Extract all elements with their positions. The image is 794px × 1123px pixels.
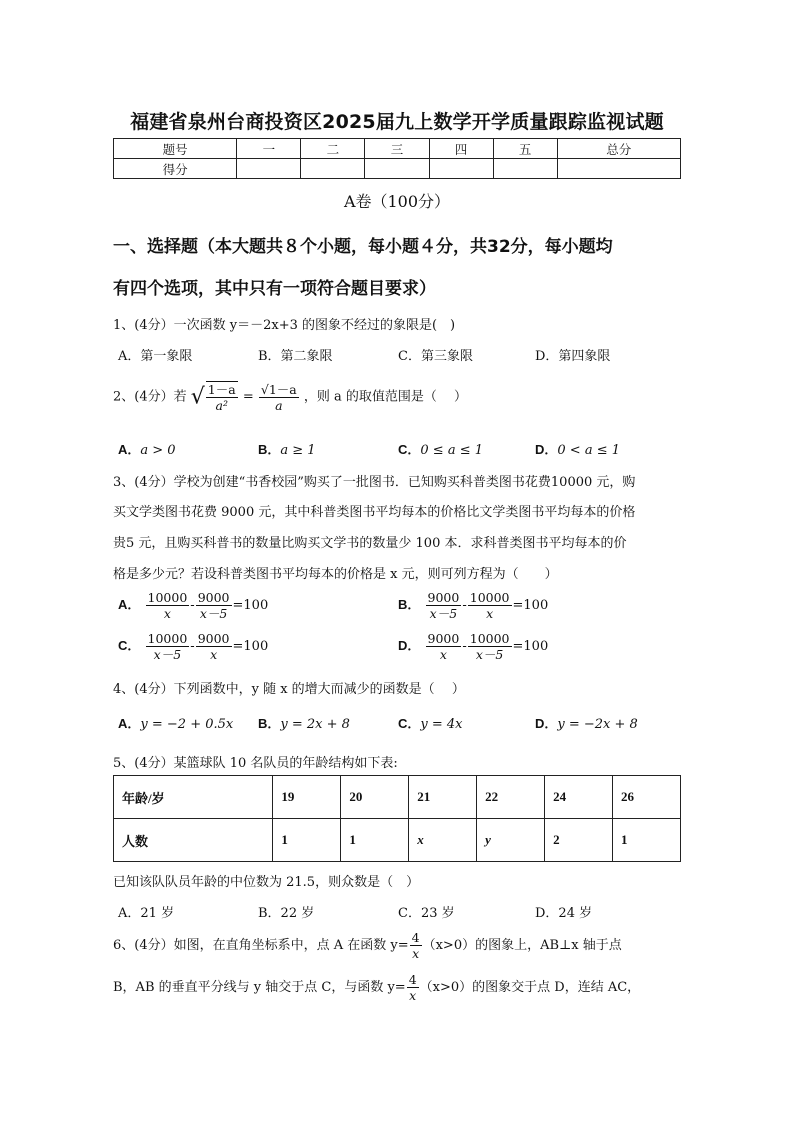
- q2-fraction-2: [259, 382, 299, 413]
- count-cell: 人数: [114, 819, 273, 862]
- q4-option-d: D．y = −2x + 8: [535, 716, 638, 732]
- question-6-line-2: B，AB 的垂直平分线与 y 轴交于点 C，与函数 y= $\frac{4}{x}$ （x>0）的图象交于点 D，连结 AC，: [113, 972, 641, 1003]
- q1-option-d: D．第四象限: [535, 349, 611, 364]
- age-cell: 26: [613, 776, 681, 819]
- score-cell: 二: [301, 139, 365, 159]
- age-cell: 20: [341, 776, 409, 819]
- count-cell: 1: [273, 819, 341, 862]
- count-cell: y: [477, 819, 545, 862]
- page-title: 福建省泉州台商投资区2025届九上数学开学质量跟踪监视试题: [130, 111, 664, 133]
- q2-option-d: D．0 < a ≤ 1: [535, 442, 620, 458]
- q5-option-a: A．21 岁: [118, 906, 175, 921]
- score-header-row: [114, 139, 681, 159]
- age-table: [113, 775, 681, 862]
- q2-option-b: B．a ≥ 1: [258, 442, 316, 458]
- q5-option-b: B．22 岁: [258, 906, 315, 921]
- age-cell: 19: [273, 776, 341, 819]
- radical-icon: √: [190, 384, 205, 410]
- score-value-row: [114, 159, 681, 179]
- score-cell: 四: [429, 139, 493, 159]
- q1-option-a: A．第一象限: [118, 349, 193, 364]
- score-blank: [365, 159, 429, 179]
- q4-option-a: A．y = −2 + 0.5x: [118, 716, 234, 732]
- score-label: 得分: [114, 159, 237, 179]
- age-cell: 21: [409, 776, 477, 819]
- question-3-line-3: 贵5 元，且购买科普书的数量比购买文学书的数量少 100 本．求科普类图书平均每本的价: [113, 536, 627, 551]
- q5-option-c: C．23 岁: [398, 906, 455, 921]
- q3-option-b: B． $\frac{9000}{x-5}$ - $\frac{10000}{x}$ =100: [398, 590, 549, 621]
- score-blank: [557, 159, 680, 179]
- question-3-line-1: 3、(4分）学校为创建“书香校园”购买了一批图书．已知购买科普类图书花费10000 元，购: [113, 475, 636, 490]
- count-row: [114, 819, 681, 862]
- question-5: 5、(4分）某篮球队 10 名队员的年龄结构如下表:: [113, 756, 398, 771]
- q4-option-c: C．y = 4x: [398, 716, 463, 732]
- q3-option-a: A． $\frac{10000}{x}$ - $\frac{9000}{x-5}$ =100: [118, 590, 269, 621]
- q3-option-d: D． $\frac{9000}{x}$ - $\frac{10000}{x-5}$ =100: [398, 631, 549, 662]
- q1-option-b: B．第二象限: [258, 349, 333, 364]
- count-cell: 1: [613, 819, 681, 862]
- score-cell: 五: [493, 139, 557, 159]
- age-header-row: [114, 776, 681, 819]
- score-cell: 三: [365, 139, 429, 159]
- question-6-line-1: 6、(4分）如图，在直角坐标系中，点 A 在函数 y= $\frac{4}{x}$ （x>0）的图象上，AB⊥x 轴于点: [113, 930, 622, 961]
- count-cell: x: [409, 819, 477, 862]
- question-1: 1、(4分）一次函数 y＝－2x+3 的图象不经过的象限是( ): [113, 318, 456, 333]
- score-blank: [237, 159, 301, 179]
- q2-den2: a: [275, 397, 283, 413]
- score-blank: [493, 159, 557, 179]
- q2-suffix: ，则 a 的取值范围是（ ）: [303, 389, 468, 405]
- section-heading-line2: 有四个选项，其中只有一项符合题目要求）: [113, 279, 436, 299]
- question-3-line-2: 买文学类图书花费 9000 元，其中科普类图书平均每本的价格比文学类图书平均每本的价格: [113, 505, 636, 520]
- score-blank: [429, 159, 493, 179]
- score-cell: 一: [237, 139, 301, 159]
- q3-option-c: C． $\frac{10000}{x-5}$ - $\frac{9000}{x}$ =100: [118, 631, 269, 662]
- section-heading-line1: 一、选择题（本大题共８个小题，每小题４分，共32分，每小题均: [113, 237, 613, 257]
- score-cell: 总分: [557, 139, 680, 159]
- count-cell: 2: [545, 819, 613, 862]
- q2-sqrt-fraction: [191, 381, 239, 413]
- q5-option-d: D．24 岁: [535, 906, 593, 921]
- q2-den1: a²: [215, 398, 228, 413]
- age-cell: 24: [545, 776, 613, 819]
- question-2: 2、(4分）若 √ $\frac{1-a}{\text{a²}}$ = $\frac{√1-a}{a}$ ，则 a 的取值范围是（ ）: [113, 381, 468, 413]
- question-3-line-4: 格是多少元？若设科普类图书平均每本的价格是 x 元，则可列方程为（ ）: [113, 567, 558, 582]
- score-table: [113, 138, 681, 179]
- q2-option-a: A．a > 0: [118, 442, 176, 458]
- question-4: 4、(4分）下列函数中，y 随 x 的增大而减少的函数是（ ）: [113, 682, 465, 697]
- count-cell: 1: [341, 819, 409, 862]
- age-cell: 年龄/岁: [114, 776, 273, 819]
- score-cell: 题号: [114, 139, 237, 159]
- q1-option-c: C．第三象限: [398, 349, 473, 364]
- q2-num2: √1－a: [260, 381, 297, 397]
- q4-option-b: B．y = 2x + 8: [258, 716, 350, 732]
- q2-num1: 1－a: [207, 382, 236, 397]
- age-cell: 22: [477, 776, 545, 819]
- question-5-followup: 已知该队队员年龄的中位数为 21.5，则众数是（ ）: [113, 875, 420, 890]
- q2-prefix: 2、(4分）若: [113, 389, 187, 405]
- q2-option-c: C．0 ≤ a ≤ 1: [398, 442, 483, 458]
- score-blank: [301, 159, 365, 179]
- section-subtitle: A卷（100分）: [343, 192, 451, 211]
